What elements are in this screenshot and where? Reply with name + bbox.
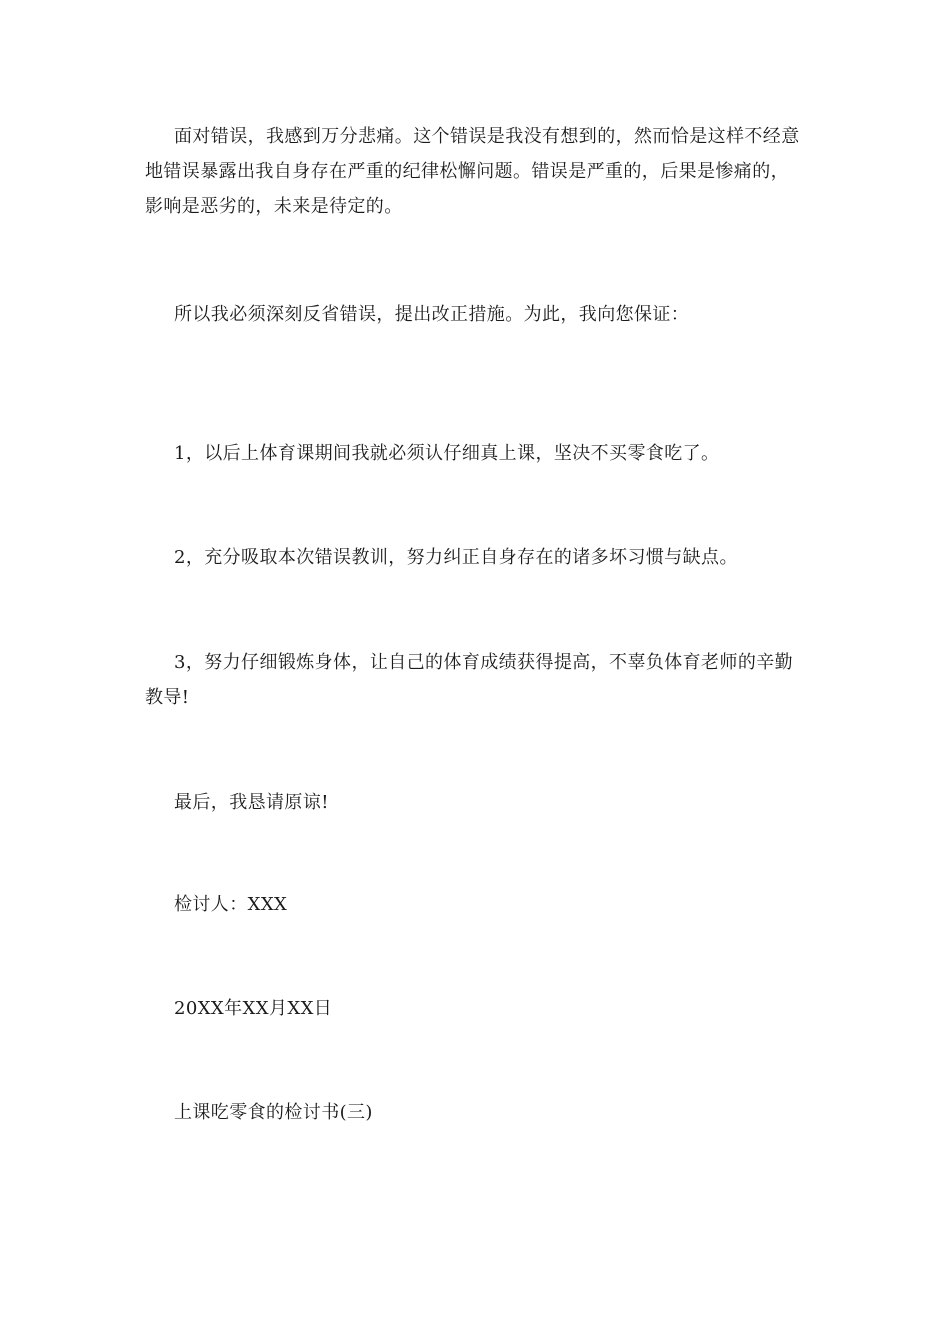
paragraph-promise-1: 1，以后上体育课期间我就必须认仔细真上课，坚决不买零食吃了。: [174, 443, 720, 464]
paragraph-apology: 面对错误，我感到万分悲痛。这个错误是我没有想到的，然而恰是这样不经意地错误暴露出我自身存在严重的纪律松懈问题。错误是严重的，后果是惨痛的，影响是恶劣的，未来是待定的。: [145, 126, 800, 217]
signature-line: 检讨人：XXX: [174, 894, 288, 915]
next-section-title: 上课吃零食的检讨书(三): [174, 1102, 373, 1123]
paragraph-closing: 最后，我恳请原谅!: [174, 792, 329, 813]
paragraph-promise-intro: 所以我必须深刻反省错误，提出改正措施。为此，我向您保证：: [174, 304, 690, 325]
paragraph-promise-2: 2，充分吸取本次错误教训，努力纠正自身存在的诸多坏习惯与缺点。: [174, 547, 738, 568]
date-line: 20XX年XX月XX日: [174, 998, 333, 1019]
paragraph-promise-3: 3，努力仔细锻炼身体，让自己的体育成绩获得提高，不辜负体育老师的辛勤教导!: [145, 652, 794, 708]
